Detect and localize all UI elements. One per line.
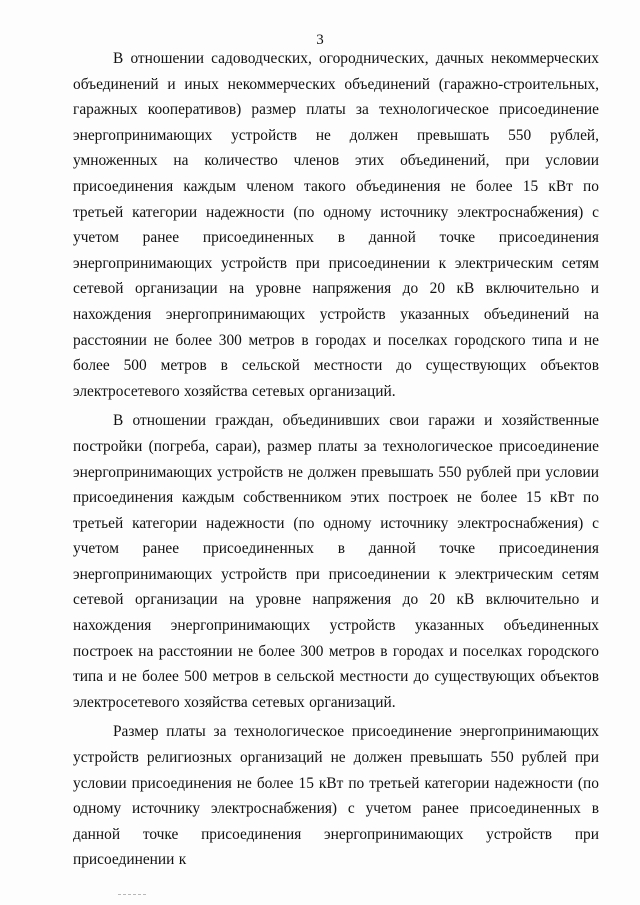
paragraph-religious-organizations: Размер платы за технологическое присоединение энергопринимающих устройств религиозных организаций не должен превышать 550 рублей при условии присоединения не более 15 кВт по третьей категории надежности (по одному источнику электроснабжения) с учетом ранее присоединенных в данной точке присоединения энергопринимающих устройств при присоединении к [73, 723, 599, 869]
page-number: 3 [316, 32, 324, 48]
paragraph-gardening-associations: В отношении садоводческих, огороднических, дачных некоммерческих объединений и иных некоммерческих объединений (гаражно-строительных, гаражных кооперативов) размер платы за технологическое присоединение энергопринимающих устройств не должен превышать 550 рублей, умноженных на количество членов этих объединений, при условии присоединения каждым членом такого объединения не более 15 кВт по третьей категории надежности (по одному источнику электроснабжения) с учетом ранее присоединенных в данной точке присоединения энергопринимающих устройств при присоединении к электрическим сетям сетевой организации на уровне напряжения до 20 кВ включительно и нахождения энергопринимающих устройств указанных объединений на расстоянии не более 300 метров в городах и поселках городского типа и не более 500 метров в сельской местности до существующих объектов электросетевого хозяйства сетевых организаций. [73, 50, 599, 400]
footer-scan-mark [118, 894, 146, 895]
paragraph-garage-owners: В отношении граждан, объединивших свои гаражи и хозяйственные постройки (погреба, сараи), размер платы за технологическое присоединение энергопринимающих устройств не должен превышать 550 рублей при условии присоединения каждым собственником этих построек не более 15 кВт по третьей категории надежности (по одному источнику электроснабжения) с учетом ранее присоединенных в данной точке присоединения энергопринимающих устройств при присоединении к электрическим сетям сетевой организации на уровне напряжения до 20 кВ включительно и нахождения энергопринимающих устройств указанных объединенных построек на расстоянии не более 300 метров в городах и поселках городского типа и не более 500 метров в сельской местности до существующих объектов электросетевого хозяйства сетевых организаций. [73, 412, 599, 711]
document-body [73, 46, 599, 873]
